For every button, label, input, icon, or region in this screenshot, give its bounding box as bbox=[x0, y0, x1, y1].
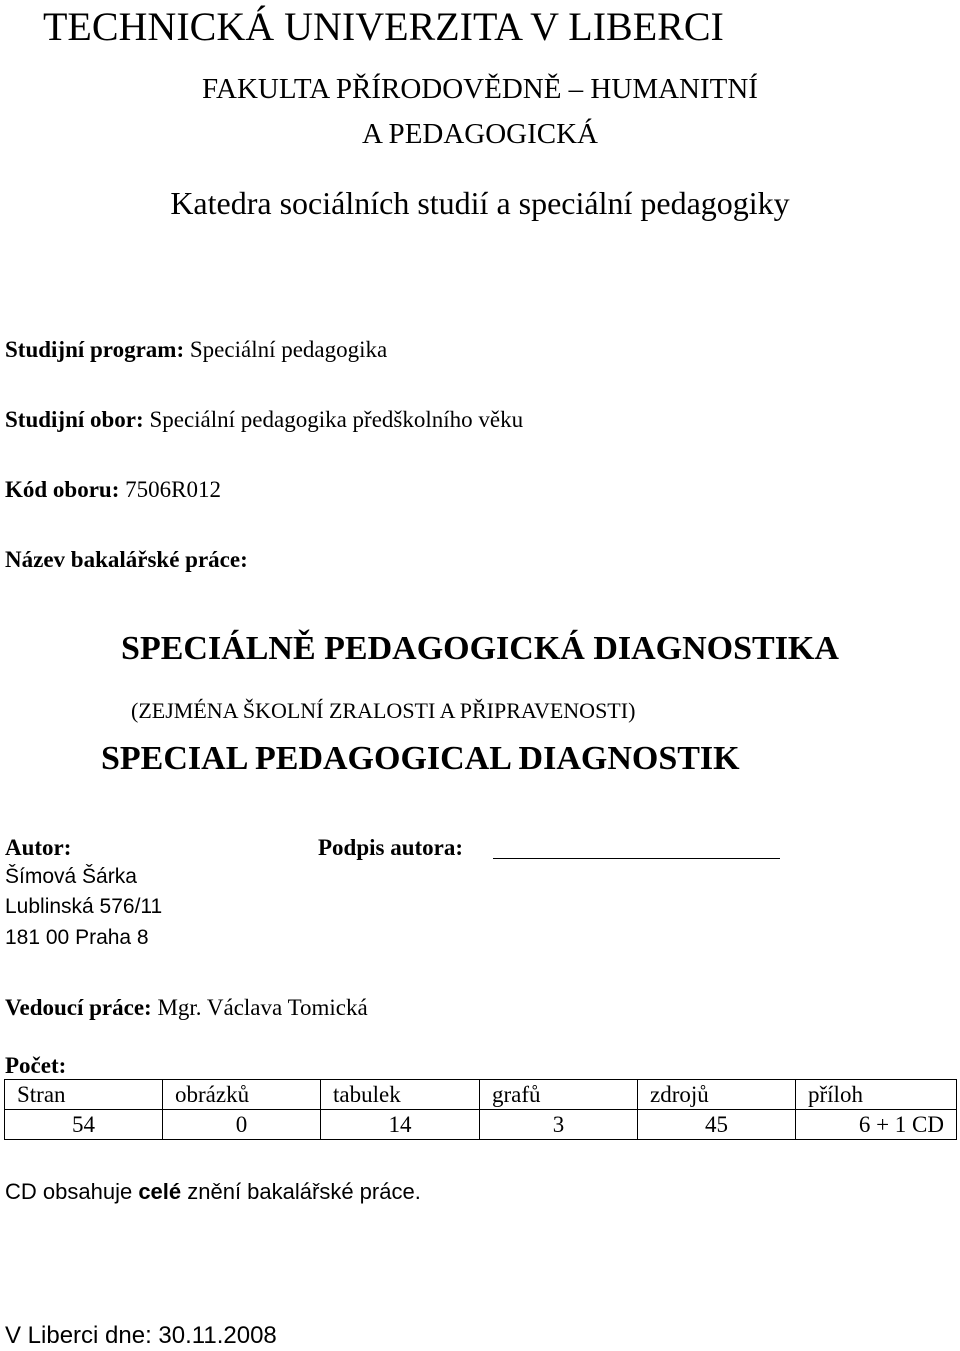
counts-header-cell: grafů bbox=[480, 1080, 638, 1110]
supervisor-value: Mgr. Václava Tomická bbox=[157, 995, 368, 1020]
author-name: Šímová Šárka bbox=[5, 865, 137, 888]
counts-value-cell: 14 bbox=[321, 1110, 480, 1140]
counts-value-cell: 3 bbox=[480, 1110, 638, 1140]
study-program-row bbox=[5, 336, 387, 364]
author-street: Lublinská 576/11 bbox=[5, 895, 163, 918]
counts-value-cell: 45 bbox=[638, 1110, 796, 1140]
cd-note bbox=[5, 1178, 421, 1206]
author-city: 181 00 Praha 8 bbox=[5, 926, 149, 949]
counts-header-row bbox=[5, 1080, 957, 1110]
counts-table bbox=[4, 1079, 957, 1140]
faculty-name-line1: FAKULTA PŘÍRODOVĚDNĚ – HUMANITNÍ bbox=[202, 73, 758, 105]
counts-value-cell: 54 bbox=[5, 1110, 163, 1140]
thesis-title-label: Název bakalářské práce: bbox=[5, 547, 248, 572]
cd-note-suffix: znění bakalářské práce. bbox=[181, 1179, 421, 1204]
count-label: Počet: bbox=[5, 1053, 67, 1078]
counts-header-cell: tabulek bbox=[321, 1080, 480, 1110]
study-field-label: Studijní obor: bbox=[5, 407, 144, 432]
author-label: Autor: bbox=[5, 835, 72, 860]
counts-value-row bbox=[5, 1110, 957, 1140]
cd-note-emphasis: celé bbox=[138, 1179, 182, 1204]
thesis-title-cz: SPECIÁLNĚ PEDAGOGICKÁ DIAGNOSTIKA bbox=[121, 630, 839, 667]
supervisor-label: Vedoucí práce: bbox=[5, 995, 152, 1020]
university-name: TECHNICKÁ UNIVERZITA V LIBERCI bbox=[43, 4, 724, 49]
place-and-date: V Liberci dne: 30.11.2008 bbox=[5, 1322, 277, 1349]
supervisor-row bbox=[5, 994, 368, 1022]
faculty-name-line2: A PEDAGOGICKÁ bbox=[361, 118, 599, 150]
cd-note-prefix: CD obsahuje bbox=[5, 1179, 139, 1204]
counts-header-cell: příloh bbox=[796, 1080, 957, 1110]
signature-label: Podpis autora: bbox=[318, 835, 464, 860]
counts-header-cell: obrázků bbox=[163, 1080, 321, 1110]
department-name: Katedra sociálních studií a speciální pedagogiky bbox=[170, 185, 790, 221]
counts-header-cell: Stran bbox=[5, 1080, 163, 1110]
counts-value-cell: 6 + 1 CD bbox=[796, 1110, 957, 1140]
counts-value-cell: 0 bbox=[163, 1110, 321, 1140]
study-field-value: Speciální pedagogika předškolního věku bbox=[149, 407, 524, 432]
thesis-subtitle-cz: (ZEJMÉNA ŠKOLNÍ ZRALOSTI A PŘIPRAVENOSTI) bbox=[131, 698, 636, 723]
field-code-value: 7506R012 bbox=[125, 477, 221, 502]
study-program-value: Speciální pedagogika bbox=[189, 337, 388, 362]
field-code-label: Kód oboru: bbox=[5, 477, 120, 502]
signature-line bbox=[493, 858, 780, 859]
thesis-title-en: SPECIAL PEDAGOGICAL DIAGNOSTIK bbox=[101, 740, 740, 777]
study-program-label: Studijní program: bbox=[5, 337, 185, 362]
counts-header-cell: zdrojů bbox=[638, 1080, 796, 1110]
field-code-row bbox=[5, 476, 221, 504]
study-field-row bbox=[5, 406, 523, 434]
